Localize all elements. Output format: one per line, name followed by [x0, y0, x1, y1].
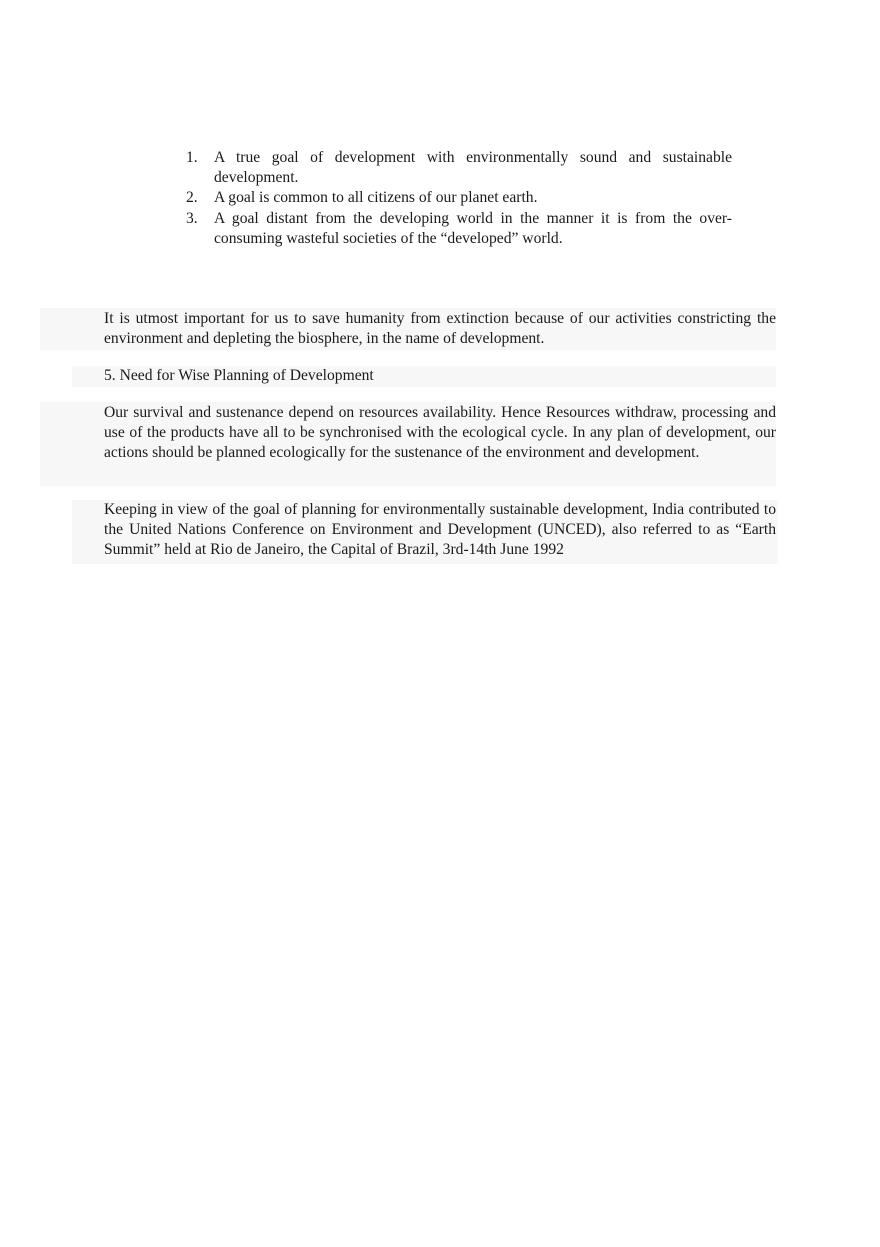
intro-paragraph: It is utmost important for us to save humanity from extinction because of our activities constricting the environment and depleting the biosphere, in the name of development.	[104, 310, 776, 348]
list-item	[186, 148, 732, 188]
list-item-number: 2.	[186, 189, 198, 207]
goal-list	[186, 148, 732, 249]
intro-paragraph-block	[40, 308, 776, 350]
list-item-number: 1.	[186, 149, 198, 166]
list-item-text: A goal is common to all citizens of our planet earth.	[214, 189, 538, 207]
list-item	[186, 188, 732, 208]
earth-summit-paragraph: Keeping in view of the goal of planning for environmentally sustainable development, India contributed to the United Nations Conference on Environment and Development (UNCED), also referred to as “Earth Summit” held at Rio de Janeiro, the Capital of Brazil, 3rd-14th June 1992	[104, 501, 776, 559]
list-item-text: A goal distant from the developing world in the manner it is from the over-consuming wasteful societies of the “developed” world.	[214, 209, 732, 247]
list-item	[186, 209, 732, 249]
list-item-text: A true goal of development with environmentally sound and sustainable development.	[214, 149, 732, 187]
earth-summit-paragraph-block	[72, 500, 778, 564]
list-item-number: 3.	[186, 209, 198, 227]
section-heading-block	[72, 366, 776, 387]
section-heading: 5. Need for Wise Planning of Development	[104, 367, 374, 384]
survival-paragraph: Our survival and sustenance depend on resources availability. Hence Resources withdraw, processing and use of the products have all to be synchronised with the ecological cycle. In any plan of development, our actions should be planned ecologically for the sustenance of the environment and development.	[104, 404, 776, 462]
survival-paragraph-block	[40, 402, 776, 486]
